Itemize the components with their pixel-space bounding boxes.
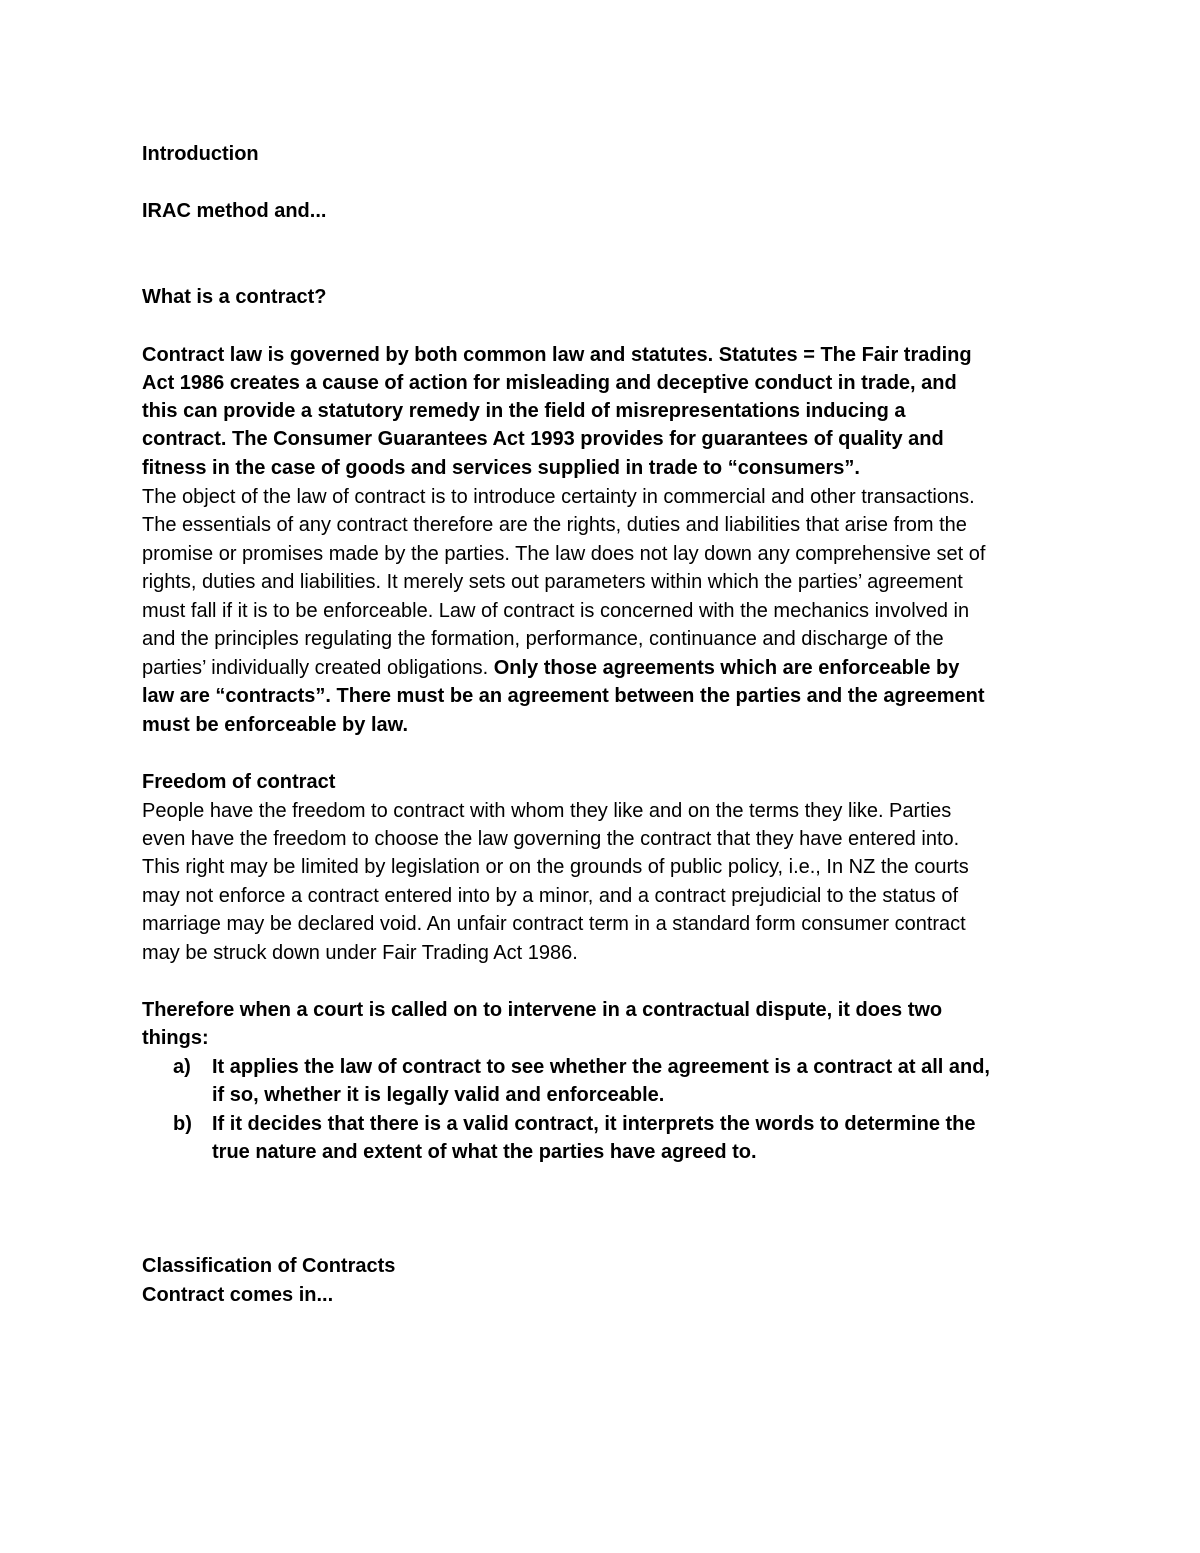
paragraph-line: and the principles regulating the formation, performance, continuance and discharge of the [142, 628, 944, 650]
paragraph-line: may be struck down under Fair Trading Act 1986. [142, 942, 578, 964]
paragraph-line: The essentials of any contract therefore are the rights, duties and liabilities that arise from the [142, 514, 967, 536]
heading-classification: Classification of Contracts [142, 1255, 396, 1277]
paragraph-text: parties’ individually created obligations. [142, 657, 494, 679]
paragraph-line: law are “contracts”. There must be an agreement between the parties and the agreement [142, 685, 985, 707]
irac-line: IRAC method and... [142, 200, 327, 222]
paragraph-line: may not enforce a contract entered into by a minor, and a contract prejudicial to the status of [142, 885, 959, 907]
paragraph-line: contract. The Consumer Guarantees Act 1993 provides for guarantees of quality and [142, 428, 944, 450]
paragraph-line: Therefore when a court is called on to intervene in a contractual dispute, it does two [142, 999, 943, 1021]
paragraph-line: Contract law is governed by both common law and statutes. Statutes = The Fair trading [142, 344, 972, 366]
heading-what-is-contract: What is a contract? [142, 286, 327, 308]
paragraph-line: fitness in the case of goods and services supplied in trade to “consumers”. [142, 457, 860, 479]
paragraph-line: promise or promises made by the parties. The law does not lay down any comprehensive set of [142, 543, 986, 565]
list-marker: b) [173, 1113, 192, 1135]
paragraph-line: People have the freedom to contract with whom they like and on the terms they like. Parties [142, 800, 952, 822]
classification-line: Contract comes in... [142, 1284, 334, 1306]
paragraph-line: even have the freedom to choose the law governing the contract that they have entered into. [142, 828, 960, 850]
heading-introduction: Introduction [142, 143, 259, 165]
heading-freedom-of-contract: Freedom of contract [142, 771, 336, 793]
paragraph-line: things: [142, 1027, 209, 1049]
paragraph-line-mixed [142, 654, 959, 682]
paragraph-line: This right may be limited by legislation or on the grounds of public policy, i.e., In NZ the courts [142, 856, 969, 878]
list-item-line: true nature and extent of what the parties have agreed to. [212, 1141, 757, 1163]
paragraph-line: marriage may be declared void. An unfair contract term in a standard form consumer contract [142, 913, 966, 935]
list-item-line: If it decides that there is a valid contract, it interprets the words to determine the [212, 1113, 976, 1135]
paragraph-line: must fall if it is to be enforceable. Law of contract is concerned with the mechanics involved in [142, 600, 970, 622]
paragraph-line: this can provide a statutory remedy in the field of misrepresentations inducing a [142, 400, 906, 422]
paragraph-line: The object of the law of contract is to introduce certainty in commercial and other transactions. [142, 486, 975, 508]
paragraph-line: must be enforceable by law. [142, 714, 409, 736]
list-item-line: if so, whether it is legally valid and enforceable. [212, 1084, 665, 1106]
paragraph-line: Act 1986 creates a cause of action for misleading and deceptive conduct in trade, and [142, 372, 957, 394]
paragraph-emphasis: Only those agreements which are enforceable by [493, 657, 960, 679]
list-marker: a) [173, 1056, 191, 1078]
paragraph-line: rights, duties and liabilities. It merely sets out parameters within which the parties’ agreement [142, 571, 963, 593]
list-item-line: It applies the law of contract to see whether the agreement is a contract at all and, [212, 1056, 990, 1078]
